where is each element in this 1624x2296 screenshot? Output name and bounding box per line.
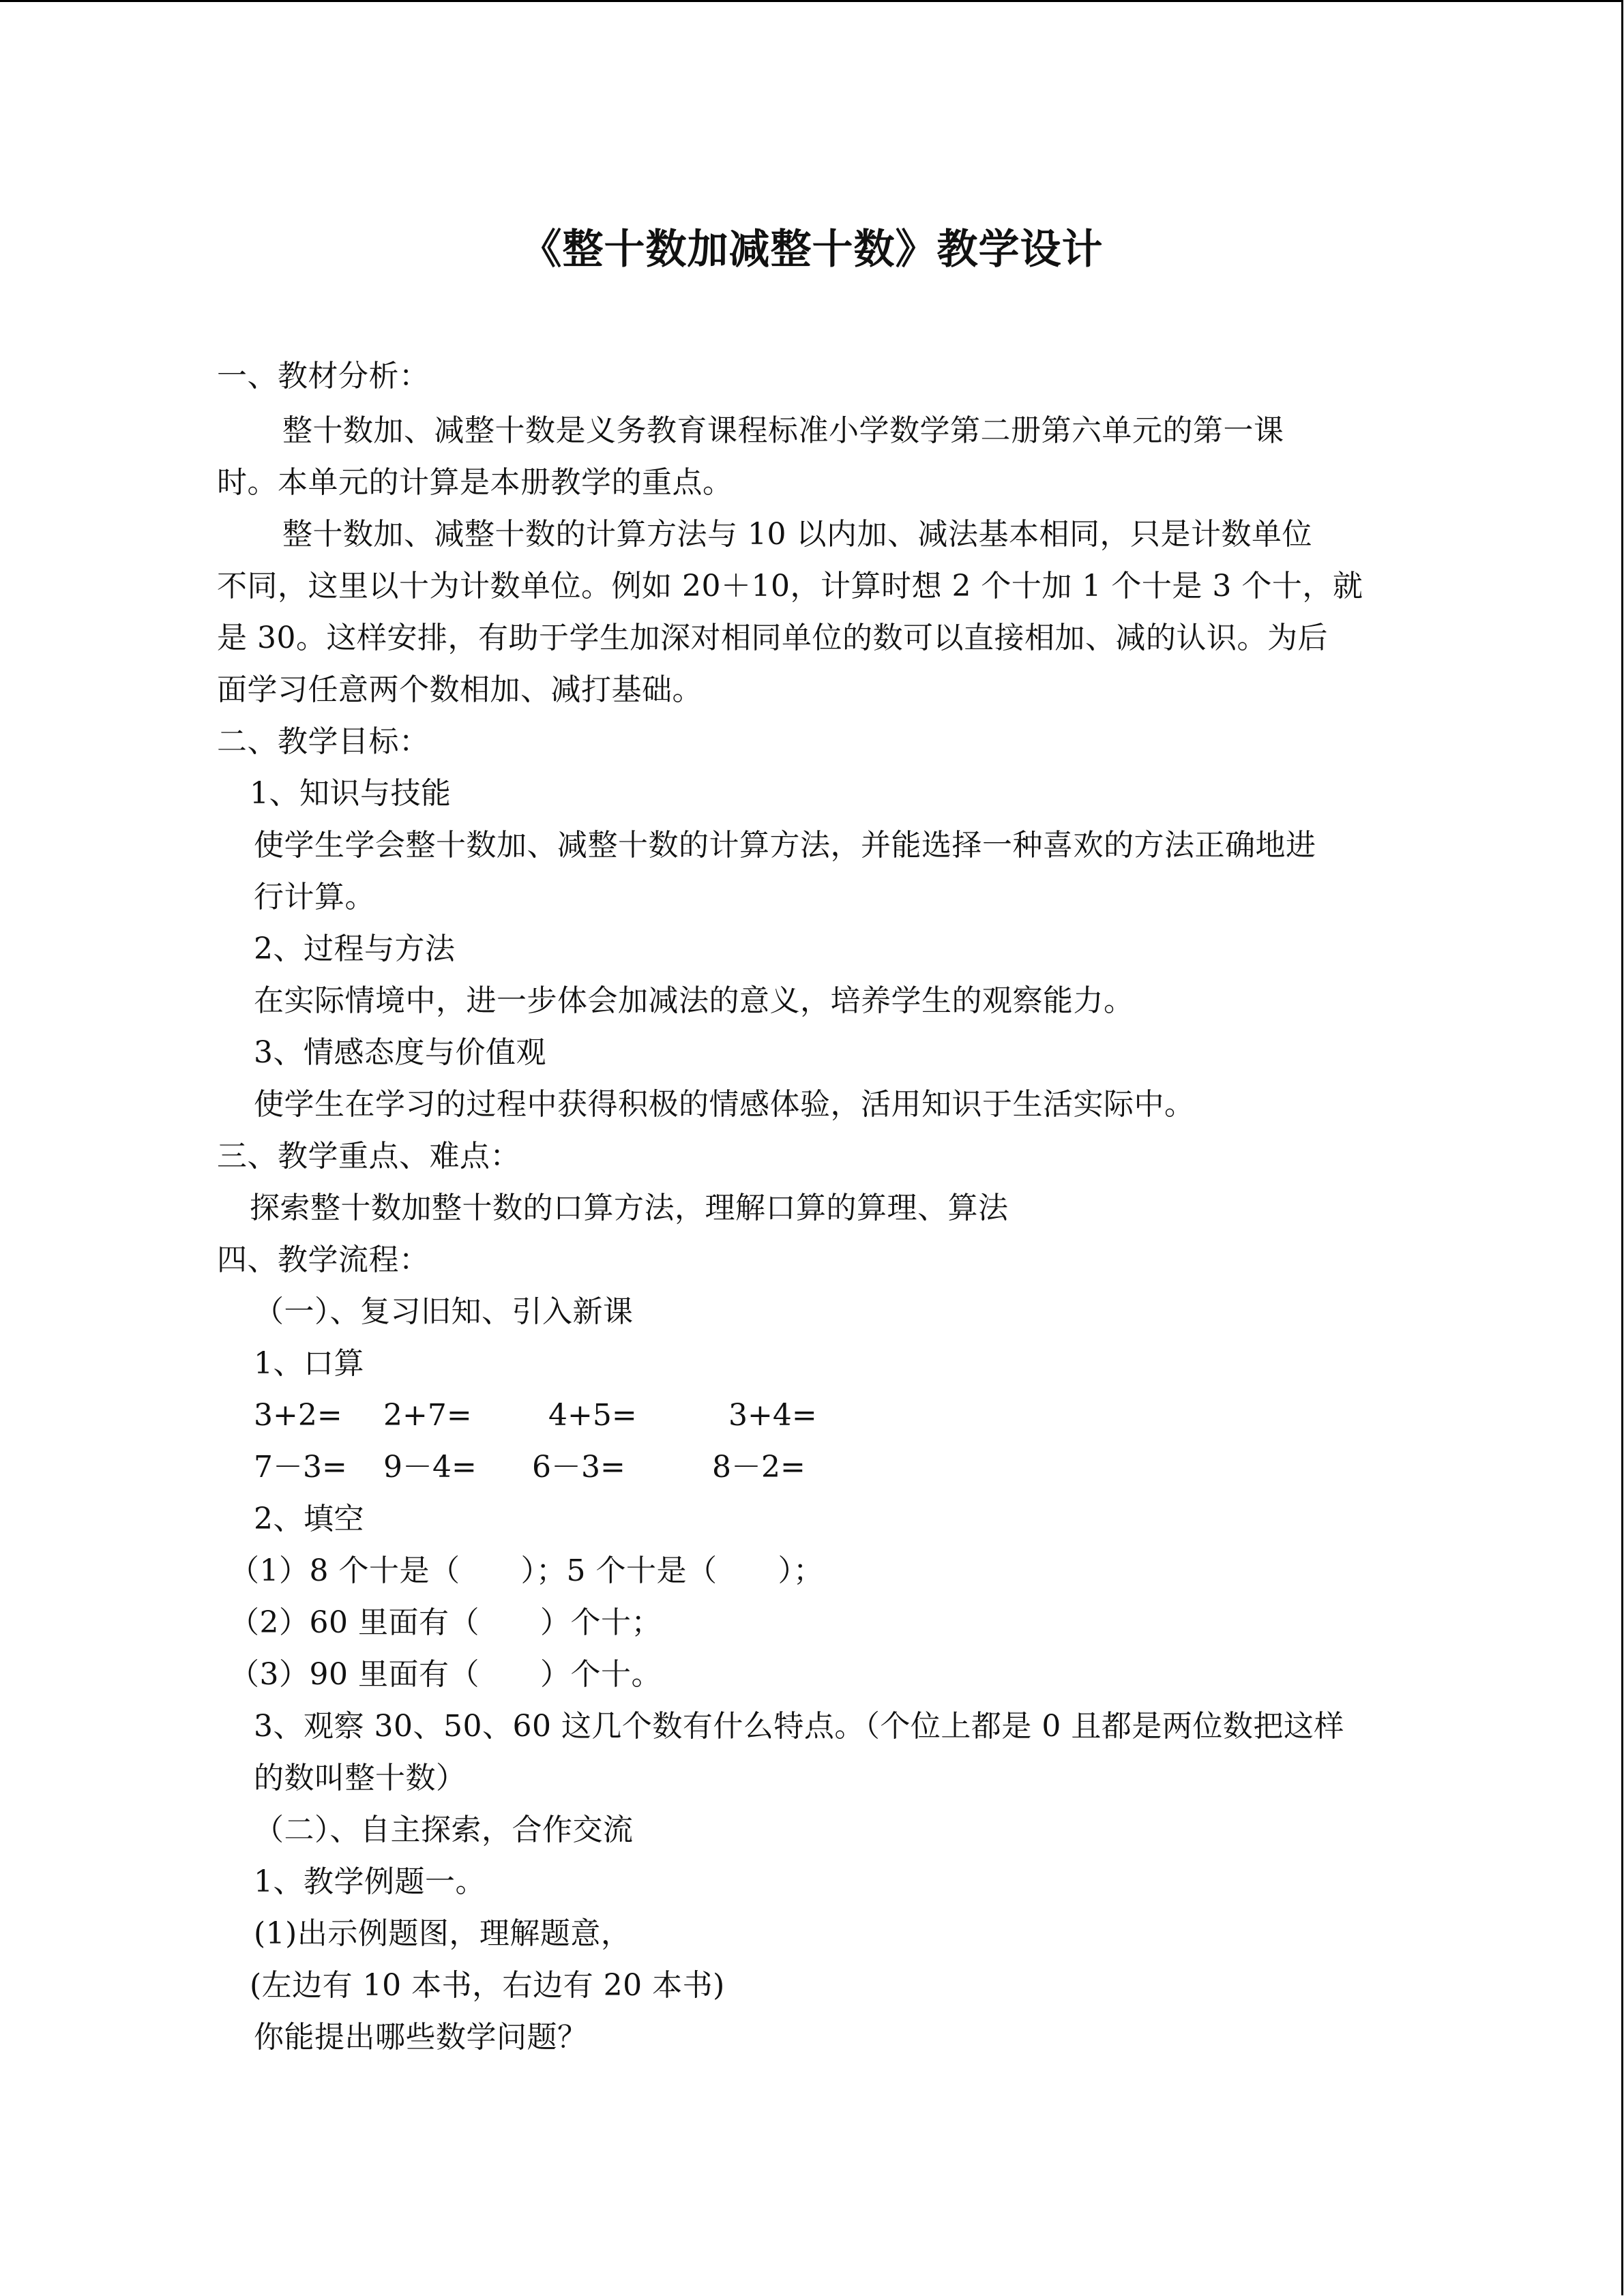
section-heading-key-points: 三、教学重点、难点： [217,1139,520,1174]
oral-arithmetic-item: 7－3= [254,1450,347,1485]
paragraph-line: 探索整十数加整十数的口算方法，理解口算的算理、算法 [250,1191,1009,1225]
fill-blank-item: （3）90 里面有（ ）个十。 [229,1657,662,1692]
fill-blank-item: （2）60 里面有（ ）个十； [229,1605,662,1640]
paragraph-line: 整十数加、减整十数是义务教育课程标准小学数学第二册第六单元的第一课 [282,413,1284,448]
subheading-oral-arithmetic: 1、口算 [254,1346,364,1381]
subheading-knowledge-skills: 1、知识与技能 [250,776,452,811]
subheading-explore: （二）、自主探索，合作交流 [254,1813,634,1847]
paragraph-line: 1、教学例题一。 [254,1864,486,1899]
paragraph-line: 是 30。这样安排，有助于学生加深对相同单位的数可以直接相加、减的认识。为后 [217,621,1328,655]
paragraph-line: 你能提出哪些数学问题？ [254,2020,588,2055]
subheading-process-method: 2、过程与方法 [254,931,456,966]
paragraph-line: 不同，这里以十为计数单位。例如 20＋10，计算时想 2 个十加 1 个十是 3 个十，就 [217,569,1363,603]
oral-arithmetic-item: 3+4= [728,1398,817,1433]
paragraph-line: 在实际情境中，进一步体会加减法的意义，培养学生的观察能力。 [254,983,1134,1018]
section-heading-textbook-analysis: 一、教材分析： [217,359,430,393]
paragraph-line: 整十数加、减整十数的计算方法与 10 以内加、减法基本相同，只是计数单位 [282,517,1312,552]
paragraph-line: 面学习任意两个数相加、减打基础。 [217,672,703,707]
oral-arithmetic-item: 8－2= [712,1450,806,1485]
paragraph-line: 行计算。 [254,880,375,914]
paragraph-line: 使学生学会整十数加、减整十数的计算方法，并能选择一种喜欢的方法正确地进 [254,828,1316,863]
oral-arithmetic-item: 6－3= [532,1450,625,1485]
paragraph-line: 3、观察 30、50、60 这几个数有什么特点。（个位上都是 0 且都是两位数把这样 [254,1709,1344,1744]
paragraph-line: 使学生在学习的过程中获得积极的情感体验，活用知识于生活实际中。 [254,1087,1195,1122]
oral-arithmetic-item: 9－4= [383,1450,477,1485]
oral-arithmetic-item: 4+5= [548,1398,637,1433]
section-heading-teaching-process: 四、教学流程： [217,1242,430,1277]
paragraph-line: (1)出示例题图，理解题意， [254,1916,632,1951]
oral-arithmetic-item: 3+2= [254,1398,342,1433]
fill-blank-item: （1）8 个十是（ ）；5 个十是（ ）； [229,1553,824,1588]
paragraph-line: (左边有 10 本书，右边有 20 本书) [250,1968,725,2003]
oral-arithmetic-item: 2+7= [383,1398,472,1433]
paragraph-line: 的数叫整十数） [254,1761,467,1795]
document-title: 《整十数加减整十数》教学设计 [520,226,1104,273]
section-heading-teaching-goals: 二、教学目标： [217,724,430,759]
subheading-emotion-values: 3、情感态度与价值观 [254,1035,546,1070]
paragraph-line: 时。本单元的计算是本册教学的重点。 [217,465,733,500]
subheading-review: （一）、复习旧知、引入新课 [254,1294,634,1329]
subheading-fill-blank: 2、填空 [254,1502,364,1536]
